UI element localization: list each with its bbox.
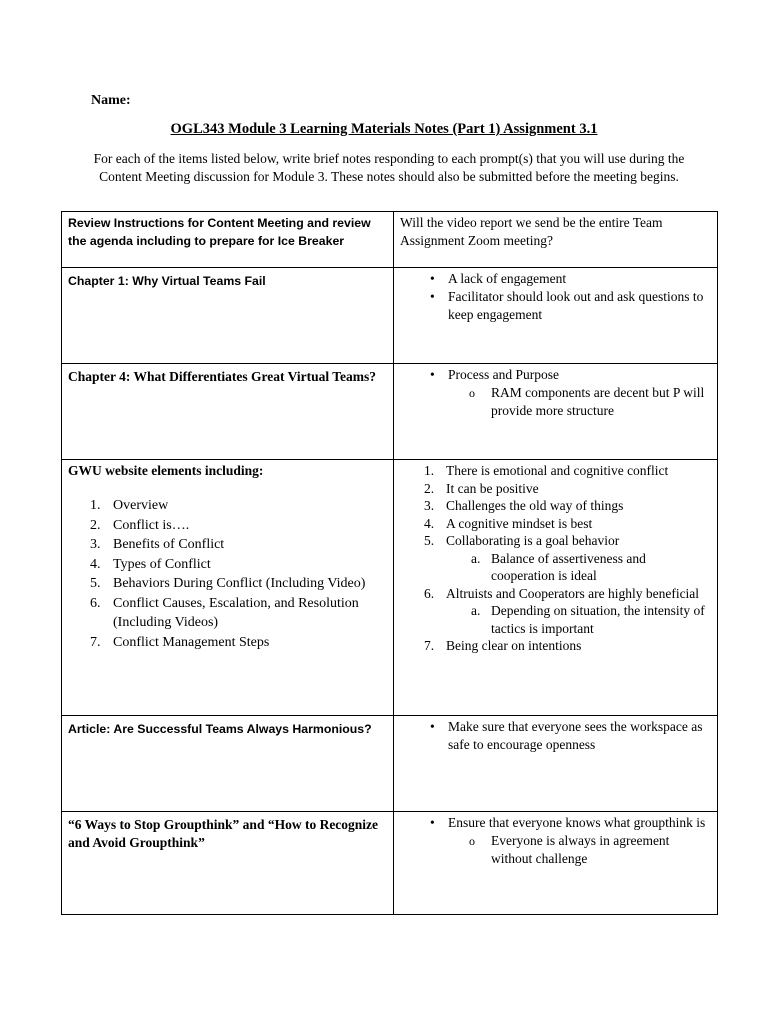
list-item: 6. Conflict Causes, Escalation, and Resolution (Including Videos) — [90, 595, 359, 630]
prompt-cell — [62, 716, 394, 812]
table-row — [62, 812, 718, 915]
list-item: 5. Behaviors During Conflict (Including Video) — [90, 576, 366, 591]
response-cell[interactable] — [394, 812, 718, 915]
list-item: 2. It can be positive — [424, 480, 539, 496]
table-row — [62, 364, 718, 460]
list-item: • Process and Purpose — [400, 366, 711, 384]
list-item: 3. Challenges the old way of things — [424, 498, 624, 513]
list-item: 2. Conflict is…. — [90, 517, 190, 533]
response-cell[interactable] — [394, 268, 718, 364]
prompt-text: Article: Are Successful Teams Always Harmonious? — [68, 722, 372, 736]
list-item: 4. Types of Conflict — [90, 556, 211, 572]
prompt-text: “6 Ways to Stop Groupthink” and “How to Recognize and Avoid Groupthink” — [68, 817, 379, 850]
response-text: Will the video report we send be the entire Team Assignment Zoom meeting? — [400, 215, 663, 248]
list-item: a. Balance of assertiveness and cooperation is ideal — [471, 550, 646, 583]
prompt-text: GWU website elements including: — [68, 463, 264, 478]
sub-list — [400, 550, 711, 585]
sub-list — [400, 602, 711, 637]
prompt-text: Review Instructions for Content Meeting and review the agenda including to prepare for Ice Breaker — [68, 216, 371, 248]
prompt-cell — [62, 364, 394, 460]
list-item: 3. Benefits of Conflict — [90, 537, 225, 552]
document-title: OGL343 Module 3 Learning Materials Notes (Part 1) Assignment 3.1 — [170, 121, 598, 137]
list-item: 6. Altruists and Cooperators are highly beneficial — [424, 585, 700, 601]
list-item: • A lack of engagement — [400, 270, 711, 288]
list-item: 1. There is emotional and cognitive conflict — [424, 463, 669, 478]
response-cell[interactable] — [394, 460, 718, 716]
bullet-list — [400, 814, 711, 832]
list-item: o Everyone is always in agreement without challenge — [400, 832, 711, 868]
list-item: • Make sure that everyone sees the workspace as safe to encourage openness — [400, 718, 711, 754]
prompt-cell — [62, 212, 394, 268]
notes-table — [61, 211, 718, 915]
bullet-list — [400, 366, 711, 384]
prompt-cell — [62, 812, 394, 915]
instructions-paragraph: For each of the items listed below, write brief notes responding to each prompt(s) that you will use during the Content Meeting discussion for Module 3. These notes should also be submitted before the meeting begins. — [93, 151, 685, 184]
table-row — [62, 716, 718, 812]
table-row — [62, 212, 718, 268]
prompt-cell — [62, 460, 394, 716]
sub-bullet-list — [400, 384, 711, 420]
bullet-list — [400, 718, 711, 754]
list-item: • Facilitator should look out and ask questions to keep engagement — [400, 288, 711, 324]
prompt-text: Chapter 4: What Differentiates Great Virtual Teams? — [68, 369, 376, 384]
prompt-cell — [62, 268, 394, 364]
list-item: • Ensure that everyone knows what groupthink is — [400, 814, 711, 832]
numbered-list — [400, 585, 711, 603]
sub-bullet-list — [400, 832, 711, 868]
response-cell[interactable] — [394, 716, 718, 812]
table-row — [62, 460, 718, 716]
list-item: o RAM components are decent but P will provide more structure — [400, 384, 711, 420]
numbered-list — [400, 637, 711, 655]
list-item: 1. Overview — [90, 498, 169, 513]
list-item: 5. Collaborating is a goal behavior — [424, 533, 620, 548]
prompt-text: Chapter 1: Why Virtual Teams Fail — [68, 274, 266, 288]
bullet-list — [400, 270, 711, 324]
gwu-elements-list — [68, 496, 387, 652]
list-item: a. Depending on situation, the intensity of tactics is important — [471, 603, 705, 636]
response-cell[interactable] — [394, 212, 718, 268]
list-item: 7. Being clear on intentions — [424, 638, 582, 653]
response-cell[interactable] — [394, 364, 718, 460]
list-item: 4. A cognitive mindset is best — [424, 515, 593, 531]
table-row — [62, 268, 718, 364]
name-label: Name: — [91, 93, 131, 108]
numbered-list — [400, 462, 711, 550]
list-item: 7. Conflict Management Steps — [90, 634, 270, 650]
